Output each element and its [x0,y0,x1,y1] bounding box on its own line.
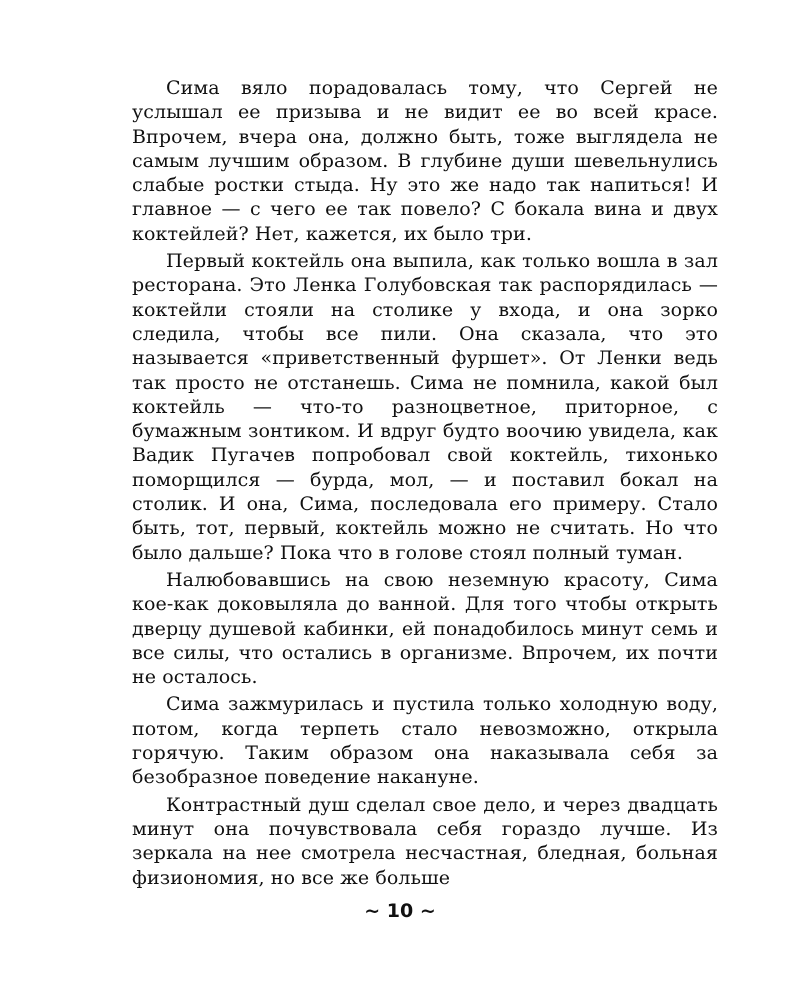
paragraph-1: Сима вяло порадовалась тому, что Сергей не услышал ее призыва и не видит ее во всей красе. Впрочем, вчера она, должно быть, тоже выглядела не самым лучшим образом. В глубине души шевельнулись слабые ростки стыда. Ну это же надо так напиться! И главное — с чего ее так повело? С бокала вина и двух коктейлей? Нет, кажется, их было три. [132,77,718,245]
paragraph-5: Контрастный душ сделал свое дело, и через двадцать минут она почувствовала себя гораздо лучше. Из зеркала на нее смотрела несчастная, бледная, больная физиономия, но все же больше [132,793,718,889]
paragraph-4: Сима зажмурилась и пустила только холодную воду, потом, когда терпеть стало невозможно, открыла горячую. Таким образом она наказывала себя за безобразное поведение накануне. [132,693,718,789]
paragraph-2: Первый коктейль она выпила, как только вошла в зал ресторана. Это Ленка Голубовская так распорядилась — коктейли стояли на столике у входа, и она зорко следила, чтобы все пили. Она сказала, что это называется «приветственный фуршет». От Ленки ведь так просто не отстанешь. Сима не помнила, какой был коктейль — что-то разноцветное, приторное, с бумажным зонтиком. И вдруг будто воочию увидела, как Вадик Пугачев попробовал свой коктейль, тихонько поморщился — бурда, мол, — и поставил бокал на столик. И она, Сима, последовала его примеру. Стало быть, тот, первый, коктейль можно не считать. Но что было дальше? Пока что в голове стоял полный туман. [132,250,718,564]
book-page-text [132,76,718,893]
paragraph-3: Налюбовавшись на свою неземную красоту, Сима кое-как доковыляла до ванной. Для того чтобы открыть дверцу душевой кабинки, ей понадобилось минут семь и все силы, что остались в организме. Впрочем, их почти не осталось. [132,568,718,689]
page-number: ~ 10 ~ [364,900,436,922]
